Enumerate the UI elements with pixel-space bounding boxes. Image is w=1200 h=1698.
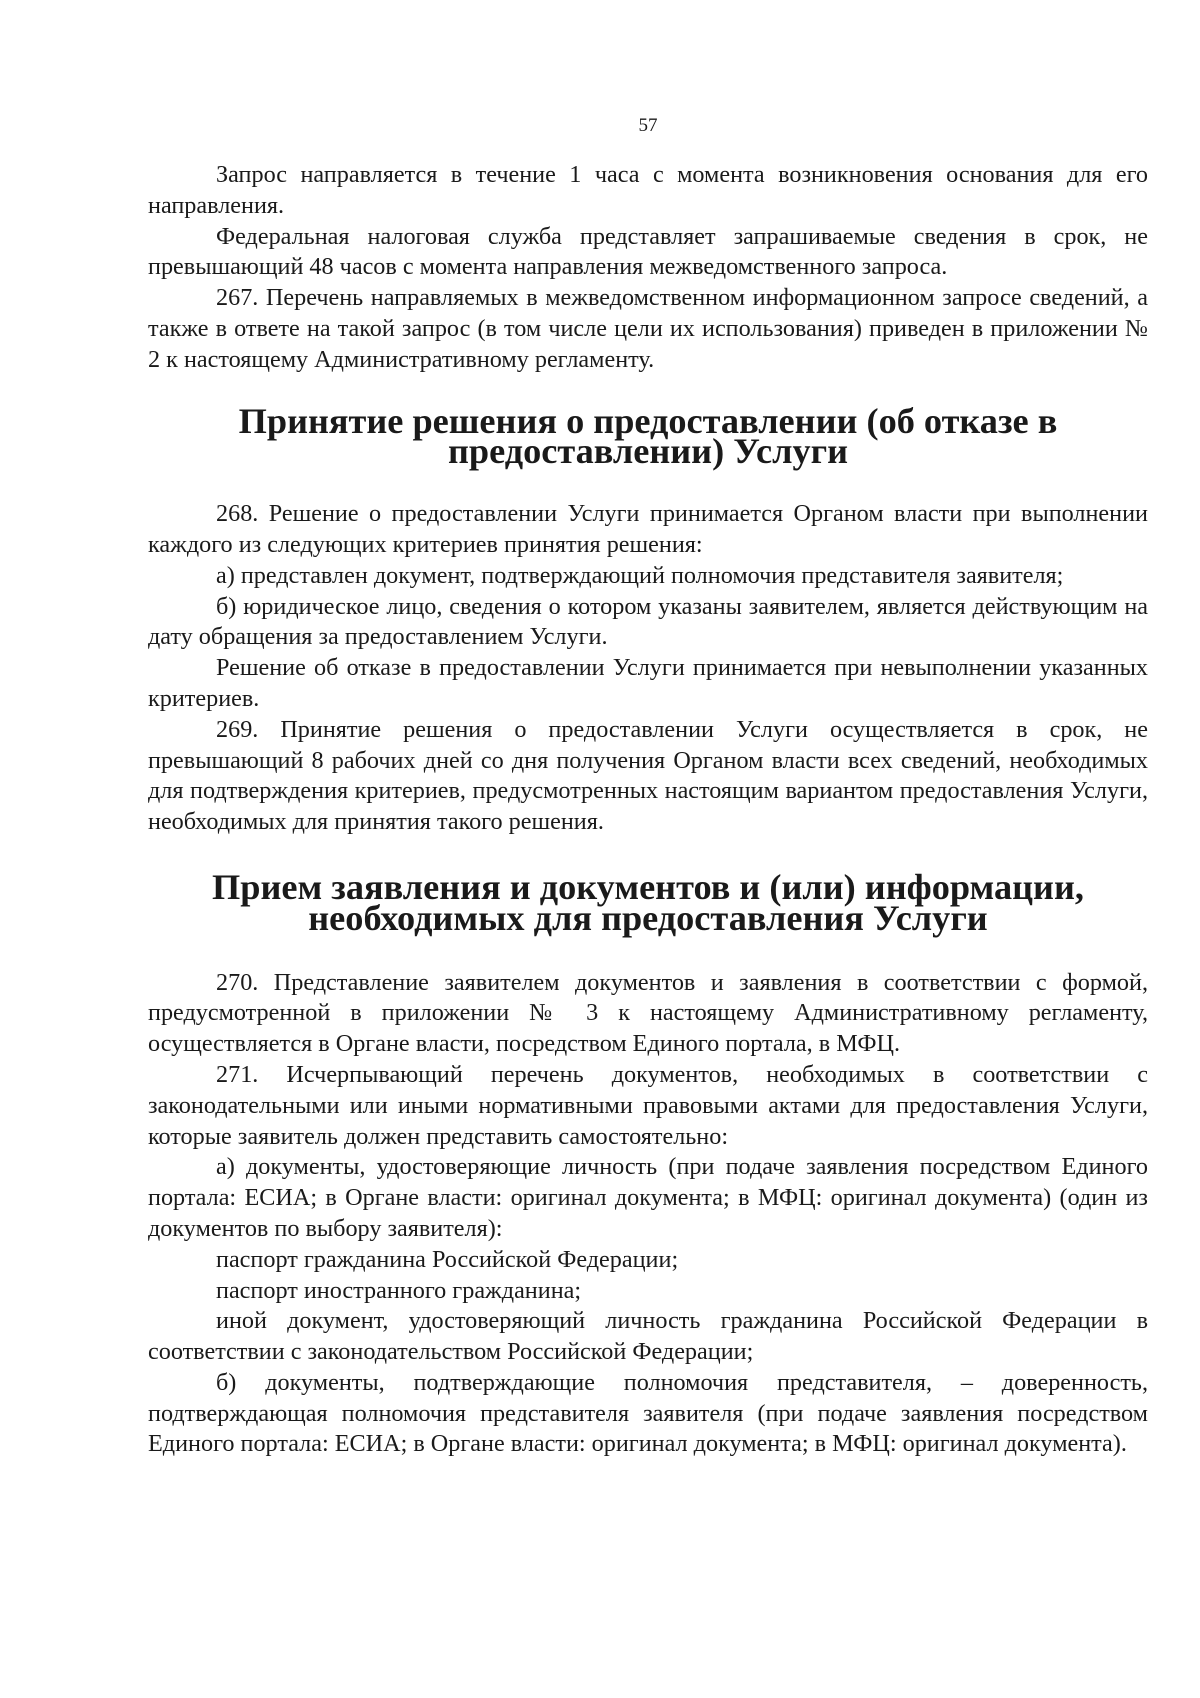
paragraph-271: 271. Исчерпывающий перечень документов, необходимых в соответствии с законодательными или иными нормативными правовыми актами для предоставления Услуги, которые заявитель должен представить самостоятельно:	[148, 1060, 1148, 1150]
section-heading-decision: Принятие решения о предоставлении (об отказе в предоставлении) Услуги	[238, 400, 1058, 472]
paragraph-271-b: б) документы, подтверждающие полномочия представителя, – доверенность, подтверждающая полномочия представителя заявителя (при подаче заявления посредством Единого портала: ЕСИА; в Органе власти: оригинал документа; в МФЦ: оригинал документа).	[148, 1368, 1148, 1458]
paragraph-269: 269. Принятие решения о предоставлении Услуги осуществляется в срок, не превышающий 8 рабочих дней со дня получения Органом власти всех сведений, необходимых для подтверждения критериев, предусмотренных настоящим вариантом предоставления Услуги, необходимых для принятия такого решения.	[148, 715, 1148, 836]
paragraph-267: 267. Перечень направляемых в межведомственном информационном запросе сведений, а также в ответе на такой запрос (в том числе цели их использования) приведен в приложении № 2 к настоящему Административному регламенту.	[148, 284, 1148, 373]
paragraph: Решение об отказе в предоставлении Услуги принимается при невыполнении указанных критериев.	[148, 654, 1148, 712]
document-page	[148, 0, 1148, 1698]
paragraph-268: 268. Решение о предоставлении Услуги принимается Органом власти при выполнении каждого из следующих критериев принятия решения:	[148, 500, 1148, 558]
paragraph-268-b: б) юридическое лицо, сведения о котором указаны заявителем, является действующим на дату обращения за предоставлением Услуги.	[148, 592, 1148, 651]
paragraph: Федеральная налоговая служба представляет запрашиваемые сведения в срок, не превышающий 48 часов с момента направления межведомственного запроса.	[148, 222, 1148, 281]
list-item: паспорт гражданина Российской Федерации;	[216, 1245, 679, 1273]
paragraph-270: 270. Представление заявителем документов и заявления в соответствии с формой, предусмотренной в приложении № 3 к настоящему Административному регламенту, осуществляется в Органе власти, посредством Единого портала, в МФЦ.	[148, 968, 1148, 1058]
section-heading-reception: Прием заявления и документов и (или) информации, необходимых для предоставления Услуги	[212, 866, 1084, 938]
paragraph: Запрос направляется в течение 1 часа с момента возникновения основания для его направления.	[148, 161, 1148, 219]
list-item: иной документ, удостоверяющий личность гражданина Российской Федерации в соответствии с законодательством Российской Федерации;	[148, 1307, 1148, 1366]
document-body	[148, 160, 1148, 1460]
list-item: паспорт иностранного гражданина;	[216, 1276, 582, 1304]
paragraph-268-a: а) представлен документ, подтверждающий полномочия представителя заявителя;	[216, 561, 1064, 589]
paragraph-271-a: а) документы, удостоверяющие личность (при подаче заявления посредством Единого портала: ЕСИА; в Органе власти: оригинал документа; в МФЦ: оригинал документа) (один из документов по выбору заявителя):	[148, 1153, 1148, 1242]
page-number: 57	[638, 115, 658, 136]
